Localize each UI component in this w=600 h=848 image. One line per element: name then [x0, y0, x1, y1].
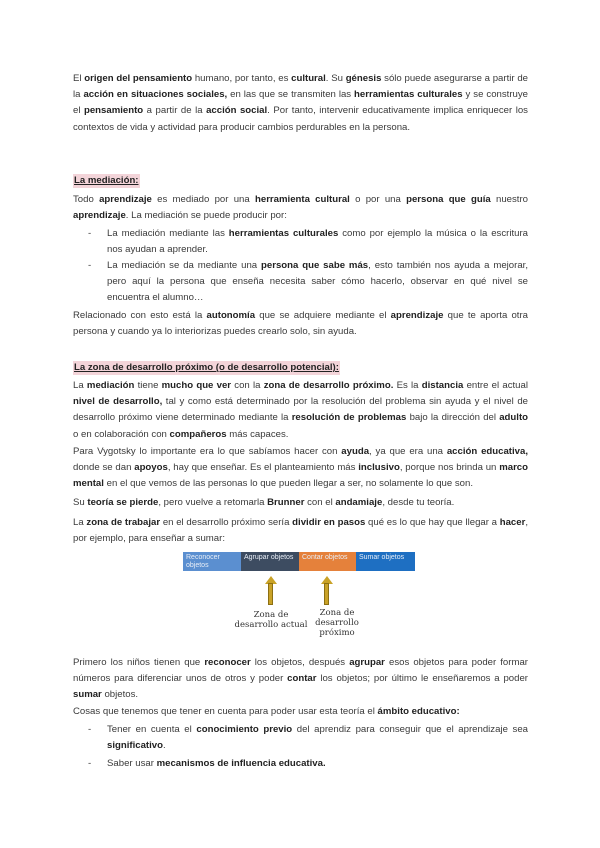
- text-run: .: [162, 740, 166, 752]
- text-run: que te aporta otra persona y cuando ya lo interiorizas puedes crearlo solo, sin ayuda.: [73, 310, 529, 338]
- text-run: esos objetos para poder formar números para diferenciar unos de otros y poder: [73, 657, 528, 685]
- bold-run: nivel de desarrollo,: [73, 396, 163, 408]
- bullet-text: [107, 226, 528, 258]
- text-run: que se adquiere mediante el: [255, 310, 391, 321]
- text-run: tal y como está determinado por la resolución del problema sin ayuda y el nivel de desarrollo próximo viene determinado mediante la: [73, 396, 528, 424]
- bold-run: persona que sabe más: [261, 260, 369, 271]
- step-box-sumar: Sumar objetos: [356, 552, 415, 571]
- label-zona-proximo: Zona de desarrollo próximo: [315, 608, 359, 638]
- text-run: los objetos; por último le enseñaremos a poder: [316, 673, 528, 685]
- bold-run: apoyos: [134, 462, 168, 474]
- text-run: nuestro: [490, 194, 528, 205]
- bold-run: dividir en pasos: [292, 517, 366, 528]
- bold-run: cultural: [291, 73, 326, 84]
- text-run: Todo: [73, 194, 100, 205]
- label-zona-actual: Zona de desarrollo actual: [234, 610, 308, 630]
- text-run: donde se dan: [73, 462, 135, 474]
- arrow-up-icon: [265, 576, 277, 606]
- text-run: , por ejemplo, para enseñar a sumar:: [73, 517, 528, 545]
- bold-run: zona de trabajar: [86, 517, 161, 528]
- bold-run: origen del pensamiento: [84, 73, 193, 84]
- bold-run: zona de desarrollo próximo.: [263, 380, 394, 391]
- bold-run: resolución de problemas: [291, 412, 407, 424]
- text-run: . Su: [325, 73, 346, 84]
- bold-run: ayuda: [341, 446, 370, 457]
- text-run: La: [73, 380, 87, 391]
- bold-run: agrupar: [349, 657, 385, 668]
- text-run: Es la: [393, 380, 422, 391]
- arrow-shaft: [324, 583, 329, 605]
- text-run: . Por tanto, intervenir educativamente implica enriquecer los contextos de vida y actividad para producir cambios perdurables en la persona.: [73, 105, 528, 133]
- bullet-dash: -: [88, 260, 92, 271]
- intro-paragraph: [73, 71, 528, 136]
- bold-run: conocimiento previo: [196, 724, 293, 735]
- mediacion-bullet-1: [88, 226, 528, 258]
- after-bullet-2: [88, 756, 528, 772]
- bold-run: acción en situaciones sociales,: [83, 89, 228, 101]
- zona-paragraph-3: [73, 495, 528, 511]
- text-run: La mediación mediante las: [107, 228, 229, 239]
- text-run: en las que se transmiten las: [227, 89, 355, 101]
- text-run: bajo la dirección del: [406, 412, 500, 424]
- text-run: objetos.: [101, 689, 139, 701]
- text-run: Cosas que tenemos que tener en cuenta para poder usar esta teoría el: [73, 706, 378, 717]
- zona-paragraph-1: [73, 378, 528, 443]
- bullet-text: [107, 258, 528, 307]
- text-run: El: [73, 73, 85, 84]
- zona-paragraph-2: [73, 444, 528, 493]
- bold-run: hacer: [499, 517, 526, 528]
- bullet-dash: -: [88, 228, 92, 239]
- bullet-dash: -: [88, 724, 92, 735]
- text-run: a partir de la: [143, 105, 207, 117]
- text-run: con la: [231, 380, 264, 391]
- text-run: tiene: [134, 380, 162, 391]
- text-run: humano, por tanto, es: [192, 73, 292, 84]
- text-run: los objetos, después: [250, 657, 350, 668]
- text-run: , porque nos brinda un: [399, 462, 500, 474]
- bold-run: aprendizaje: [73, 210, 126, 222]
- text-run: Saber usar: [107, 758, 157, 769]
- bold-run: contar: [287, 673, 317, 685]
- after-paragraph-2: [73, 704, 528, 720]
- text-run: y se construye el: [73, 89, 528, 117]
- bullet-text: [107, 756, 528, 772]
- bold-run: acción educativa,: [446, 446, 528, 457]
- bold-run: teoría se pierde: [87, 497, 159, 508]
- text-run: en el que vemos de las personas lo que pueden llegar a ser, no solamente lo que son.: [103, 478, 474, 490]
- arrow-up-icon: [321, 576, 333, 606]
- mediacion-paragraph: [73, 192, 528, 224]
- text-run: con el: [304, 497, 336, 508]
- bold-run: reconocer: [204, 657, 251, 668]
- bold-run: pensamiento: [83, 105, 144, 117]
- bold-run: distancia: [421, 380, 464, 391]
- after-bullet-1: [88, 722, 528, 754]
- bold-run: génesis: [345, 73, 382, 84]
- bold-run: mucho que ver: [161, 380, 232, 391]
- steps-diagram: [183, 552, 415, 652]
- bold-run: herramientas culturales: [354, 89, 463, 101]
- bold-run: autonomía: [206, 310, 256, 321]
- text-run: en el desarrollo próximo sería: [160, 517, 293, 528]
- bold-run: marco mental: [73, 462, 528, 490]
- bold-run: ámbito educativo:: [377, 706, 460, 717]
- text-run: entre el actual: [463, 380, 528, 391]
- text-run: es mediado por una: [151, 194, 255, 205]
- text-run: , desde tu teoría.: [382, 497, 455, 508]
- bold-run: mecanismos de influencia educativa.: [156, 758, 326, 769]
- bold-run: sumar: [73, 689, 102, 701]
- bold-run: andamiaje: [335, 497, 383, 508]
- bold-run: herramientas culturales: [228, 228, 339, 239]
- text-run: Primero los niños tienen que: [73, 657, 205, 668]
- text-run: Para Vygotsky lo importante era lo que sabíamos hacer con: [73, 446, 342, 457]
- text-run: . La mediación se puede producir por:: [125, 210, 287, 222]
- heading-zona: La zona de desarrollo próximo (o de desarrollo potencial):: [74, 362, 339, 373]
- text-run: qué es lo que hay que llegar a: [365, 517, 500, 528]
- text-run: Tener en cuenta el: [107, 724, 197, 735]
- bold-run: significativo: [107, 740, 163, 752]
- bold-run: aprendizaje: [99, 194, 152, 205]
- bullet-text: [107, 722, 528, 754]
- autonomia-paragraph: [73, 308, 528, 340]
- text-run: , ya que era una: [369, 446, 447, 457]
- bold-run: acción social: [206, 105, 268, 117]
- text-run: La: [73, 517, 87, 528]
- bullet-dash: -: [88, 758, 92, 769]
- text-run: como por ejemplo la música o la escritura nos ayudan a aprender.: [107, 228, 528, 256]
- text-run: del aprendiz para conseguir que el aprendizaje sea: [292, 724, 528, 735]
- bold-run: Brunner: [267, 497, 305, 508]
- bold-run: inclusivo: [358, 462, 400, 474]
- text-run: La mediación se da mediante una: [107, 260, 262, 271]
- text-run: , esto también nos ayuda a mejorar, pero aquí la persona que enseña necesita saber cómo hacerlo, observar en qué nivel se encuentra el alumno…: [107, 260, 528, 304]
- mediacion-bullet-2: [88, 258, 528, 307]
- bold-run: compañeros: [169, 428, 227, 440]
- text-run: , pero vuelve a retomarla: [158, 497, 268, 508]
- text-run: sólo puede asegurarse a partir de la: [73, 73, 528, 101]
- step-box-agrupar: Agrupar objetos: [241, 552, 299, 571]
- zona-paragraph-4: [73, 515, 528, 547]
- text-run: más capaces.: [226, 428, 289, 440]
- bold-run: aprendizaje: [390, 310, 444, 321]
- text-run: o en colaboración con: [73, 428, 170, 440]
- bold-run: adulto: [499, 412, 528, 424]
- text-run: , hay que enseñar. Es el planteamiento más: [167, 462, 359, 474]
- arrow-shaft: [268, 583, 273, 605]
- bold-run: persona que guía: [406, 194, 491, 205]
- bold-run: herramienta cultural: [255, 194, 350, 205]
- step-box-reconocer: Reconocer objetos: [183, 552, 241, 571]
- heading-mediacion: La mediación:: [74, 175, 139, 186]
- bold-run: mediación: [86, 380, 135, 391]
- step-box-contar: Contar objetos: [299, 552, 356, 571]
- text-run: Relacionado con esto está la: [73, 310, 207, 321]
- text-run: Su: [73, 497, 88, 508]
- text-run: o por una: [349, 194, 407, 205]
- after-paragraph-1: [73, 655, 528, 704]
